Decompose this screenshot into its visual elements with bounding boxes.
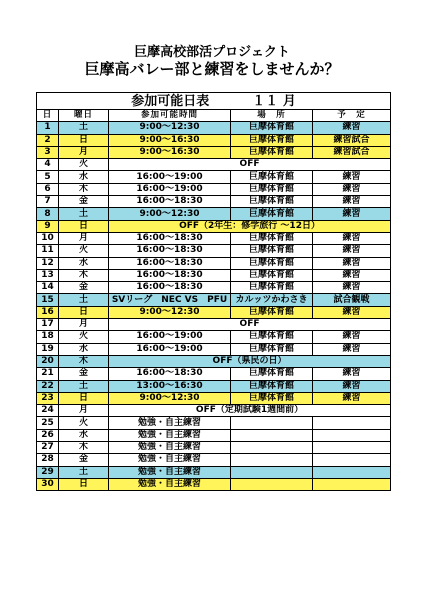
table-row <box>37 442 391 454</box>
day-cell: 29 <box>37 466 59 478</box>
day-cell: 30 <box>37 478 59 490</box>
day-cell: 20 <box>37 355 59 367</box>
column-header-time: 参加可能時間 <box>109 110 231 122</box>
project-title: 巨摩高校部活プロジェクト <box>134 45 290 60</box>
weekday-cell: 土 <box>59 208 109 220</box>
table-title-row <box>37 93 391 110</box>
weekday-cell: 水 <box>59 257 109 269</box>
time-cell: 勉強・自主練習 <box>109 417 231 429</box>
time-cell: 16:00～18:30 <box>109 368 231 380</box>
plan-cell <box>313 454 391 466</box>
table-title-cell <box>37 93 391 110</box>
table-row <box>37 134 391 146</box>
weekday-cell: 水 <box>59 343 109 355</box>
plan-cell: 試合観戦 <box>313 294 391 306</box>
plan-cell: 練習 <box>313 269 391 281</box>
table-row <box>37 159 391 171</box>
table-row <box>37 294 391 306</box>
day-cell: 5 <box>37 171 59 183</box>
place-cell: 巨摩体育館 <box>231 368 313 380</box>
table-row <box>37 331 391 343</box>
place-cell <box>231 478 313 490</box>
plan-cell: 練習 <box>313 232 391 244</box>
place-cell <box>231 442 313 454</box>
weekday-cell: 木 <box>59 183 109 195</box>
plan-cell: 練習 <box>313 343 391 355</box>
place-cell: 巨摩体育館 <box>231 343 313 355</box>
table-row <box>37 454 391 466</box>
off-cell: OFF（定期試験1週間前） <box>109 405 391 417</box>
weekday-cell: 火 <box>59 159 109 171</box>
table-row <box>37 466 391 478</box>
weekday-cell: 火 <box>59 245 109 257</box>
table-row <box>37 368 391 380</box>
weekday-cell: 水 <box>59 429 109 441</box>
table-row <box>37 429 391 441</box>
day-cell: 12 <box>37 257 59 269</box>
time-cell: 16:00～18:30 <box>109 232 231 244</box>
table-title: 参加可能日表 <box>131 93 210 109</box>
place-cell: カルッツかわさき <box>231 294 313 306</box>
time-cell: 16:00～18:30 <box>109 282 231 294</box>
place-cell: 巨摩体育館 <box>231 134 313 146</box>
time-cell: 16:00～18:30 <box>109 257 231 269</box>
column-header-plan: 予 定 <box>313 110 391 122</box>
table-row <box>37 319 391 331</box>
weekday-cell: 土 <box>59 294 109 306</box>
time-cell: 16:00～19:00 <box>109 331 231 343</box>
weekday-cell: 金 <box>59 454 109 466</box>
weekday-cell: 木 <box>59 269 109 281</box>
time-cell: 16:00～19:00 <box>109 183 231 195</box>
time-cell: 勉強・自主練習 <box>109 454 231 466</box>
plan-cell: 練習 <box>313 331 391 343</box>
day-cell: 9 <box>37 220 59 232</box>
day-cell: 8 <box>37 208 59 220</box>
place-cell <box>231 454 313 466</box>
off-cell: OFF（2年生：修学旅行 ～12日） <box>109 220 391 232</box>
weekday-cell: 月 <box>59 146 109 158</box>
time-cell: 勉強・自主練習 <box>109 429 231 441</box>
time-cell: 16:00～19:00 <box>109 343 231 355</box>
time-cell: SVリーグ NEC VS PFU <box>109 294 231 306</box>
day-cell: 14 <box>37 282 59 294</box>
day-cell: 27 <box>37 442 59 454</box>
place-cell: 巨摩体育館 <box>231 122 313 134</box>
plan-cell: 練習 <box>313 368 391 380</box>
time-cell: 16:00～18:30 <box>109 269 231 281</box>
table-row <box>37 269 391 281</box>
plan-cell: 練習 <box>313 196 391 208</box>
day-cell: 22 <box>37 380 59 392</box>
table-row <box>37 380 391 392</box>
place-cell: 巨摩体育館 <box>231 245 313 257</box>
place-cell: 巨摩体育館 <box>231 331 313 343</box>
day-cell: 21 <box>37 368 59 380</box>
place-cell: 巨摩体育館 <box>231 380 313 392</box>
plan-cell: 練習 <box>313 282 391 294</box>
time-cell: 9:00～12:30 <box>109 122 231 134</box>
place-cell: 巨摩体育館 <box>231 196 313 208</box>
place-cell: 巨摩体育館 <box>231 208 313 220</box>
place-cell <box>231 417 313 429</box>
day-cell: 25 <box>37 417 59 429</box>
table-row <box>37 343 391 355</box>
plan-cell <box>313 466 391 478</box>
weekday-cell: 火 <box>59 417 109 429</box>
table-row <box>37 232 391 244</box>
weekday-cell: 日 <box>59 478 109 490</box>
table-row <box>37 306 391 318</box>
time-cell: 13:00～16:30 <box>109 380 231 392</box>
day-cell: 19 <box>37 343 59 355</box>
time-cell: 9:00～16:30 <box>109 134 231 146</box>
day-cell: 16 <box>37 306 59 318</box>
weekday-cell: 日 <box>59 392 109 404</box>
time-cell: 勉強・自主練習 <box>109 442 231 454</box>
day-cell: 28 <box>37 454 59 466</box>
place-cell <box>231 466 313 478</box>
schedule-table <box>36 92 391 491</box>
weekday-cell: 金 <box>59 368 109 380</box>
table-row <box>37 146 391 158</box>
column-header-weekday: 曜日 <box>59 110 109 122</box>
day-cell: 6 <box>37 183 59 195</box>
time-cell: 16:00～19:00 <box>109 171 231 183</box>
plan-cell: 練習 <box>313 245 391 257</box>
table-month: １１ 月 <box>252 93 296 109</box>
day-cell: 17 <box>37 319 59 331</box>
place-cell: 巨摩体育館 <box>231 392 313 404</box>
place-cell: 巨摩体育館 <box>231 269 313 281</box>
day-cell: 4 <box>37 159 59 171</box>
plan-cell: 練習 <box>313 306 391 318</box>
plan-cell: 練習 <box>313 257 391 269</box>
plan-cell <box>313 429 391 441</box>
table-row <box>37 171 391 183</box>
plan-cell <box>313 478 391 490</box>
place-cell: 巨摩体育館 <box>231 306 313 318</box>
weekday-cell: 土 <box>59 122 109 134</box>
place-cell: 巨摩体育館 <box>231 257 313 269</box>
table-row <box>37 478 391 490</box>
day-cell: 7 <box>37 196 59 208</box>
time-cell: 9:00～12:30 <box>109 208 231 220</box>
plan-cell: 練習試合 <box>313 134 391 146</box>
day-cell: 1 <box>37 122 59 134</box>
plan-cell: 練習 <box>313 380 391 392</box>
plan-cell: 練習 <box>313 208 391 220</box>
table-row <box>37 257 391 269</box>
weekday-cell: 土 <box>59 466 109 478</box>
plan-cell: 練習 <box>313 171 391 183</box>
day-cell: 13 <box>37 269 59 281</box>
weekday-cell: 土 <box>59 380 109 392</box>
time-cell: 勉強・自主練習 <box>109 478 231 490</box>
weekday-cell: 金 <box>59 282 109 294</box>
day-cell: 11 <box>37 245 59 257</box>
day-cell: 2 <box>37 134 59 146</box>
time-cell: 勉強・自主練習 <box>109 466 231 478</box>
plan-cell <box>313 417 391 429</box>
weekday-cell: 水 <box>59 171 109 183</box>
weekday-cell: 木 <box>59 442 109 454</box>
day-cell: 18 <box>37 331 59 343</box>
time-cell: 16:00～18:30 <box>109 196 231 208</box>
time-cell: 9:00～12:30 <box>109 392 231 404</box>
place-cell: 巨摩体育館 <box>231 183 313 195</box>
day-cell: 10 <box>37 232 59 244</box>
off-cell: OFF <box>109 319 391 331</box>
place-cell: 巨摩体育館 <box>231 171 313 183</box>
plan-cell: 練習 <box>313 183 391 195</box>
time-cell: 9:00～12:30 <box>109 306 231 318</box>
weekday-cell: 火 <box>59 331 109 343</box>
plan-cell: 練習 <box>313 122 391 134</box>
place-cell: 巨摩体育館 <box>231 146 313 158</box>
table-row <box>37 355 391 367</box>
table-row <box>37 245 391 257</box>
plan-cell: 練習 <box>313 392 391 404</box>
column-header-row <box>37 110 391 122</box>
table-row <box>37 208 391 220</box>
column-header-place: 場 所 <box>231 110 313 122</box>
table-row <box>37 183 391 195</box>
table-row <box>37 196 391 208</box>
off-cell: OFF <box>109 159 391 171</box>
table-row <box>37 282 391 294</box>
time-cell: 16:00～18:30 <box>109 245 231 257</box>
weekday-cell: 月 <box>59 405 109 417</box>
place-cell: 巨摩体育館 <box>231 282 313 294</box>
day-cell: 24 <box>37 405 59 417</box>
table-row <box>37 392 391 404</box>
time-cell: 9:00～16:30 <box>109 146 231 158</box>
day-cell: 26 <box>37 429 59 441</box>
weekday-cell: 日 <box>59 306 109 318</box>
place-cell <box>231 429 313 441</box>
table-row <box>37 417 391 429</box>
table-row <box>37 122 391 134</box>
invitation-title: 巨摩高バレー部と練習をしませんか？ <box>84 60 340 78</box>
weekday-cell: 日 <box>59 220 109 232</box>
day-cell: 15 <box>37 294 59 306</box>
table-row <box>37 220 391 232</box>
place-cell: 巨摩体育館 <box>231 232 313 244</box>
table-row <box>37 405 391 417</box>
off-cell: OFF（県民の日） <box>109 355 391 367</box>
weekday-cell: 金 <box>59 196 109 208</box>
plan-cell: 練習試合 <box>313 146 391 158</box>
column-header-day: 日 <box>37 110 59 122</box>
weekday-cell: 木 <box>59 355 109 367</box>
plan-cell <box>313 442 391 454</box>
day-cell: 23 <box>37 392 59 404</box>
weekday-cell: 月 <box>59 319 109 331</box>
weekday-cell: 日 <box>59 134 109 146</box>
day-cell: 3 <box>37 146 59 158</box>
weekday-cell: 月 <box>59 232 109 244</box>
